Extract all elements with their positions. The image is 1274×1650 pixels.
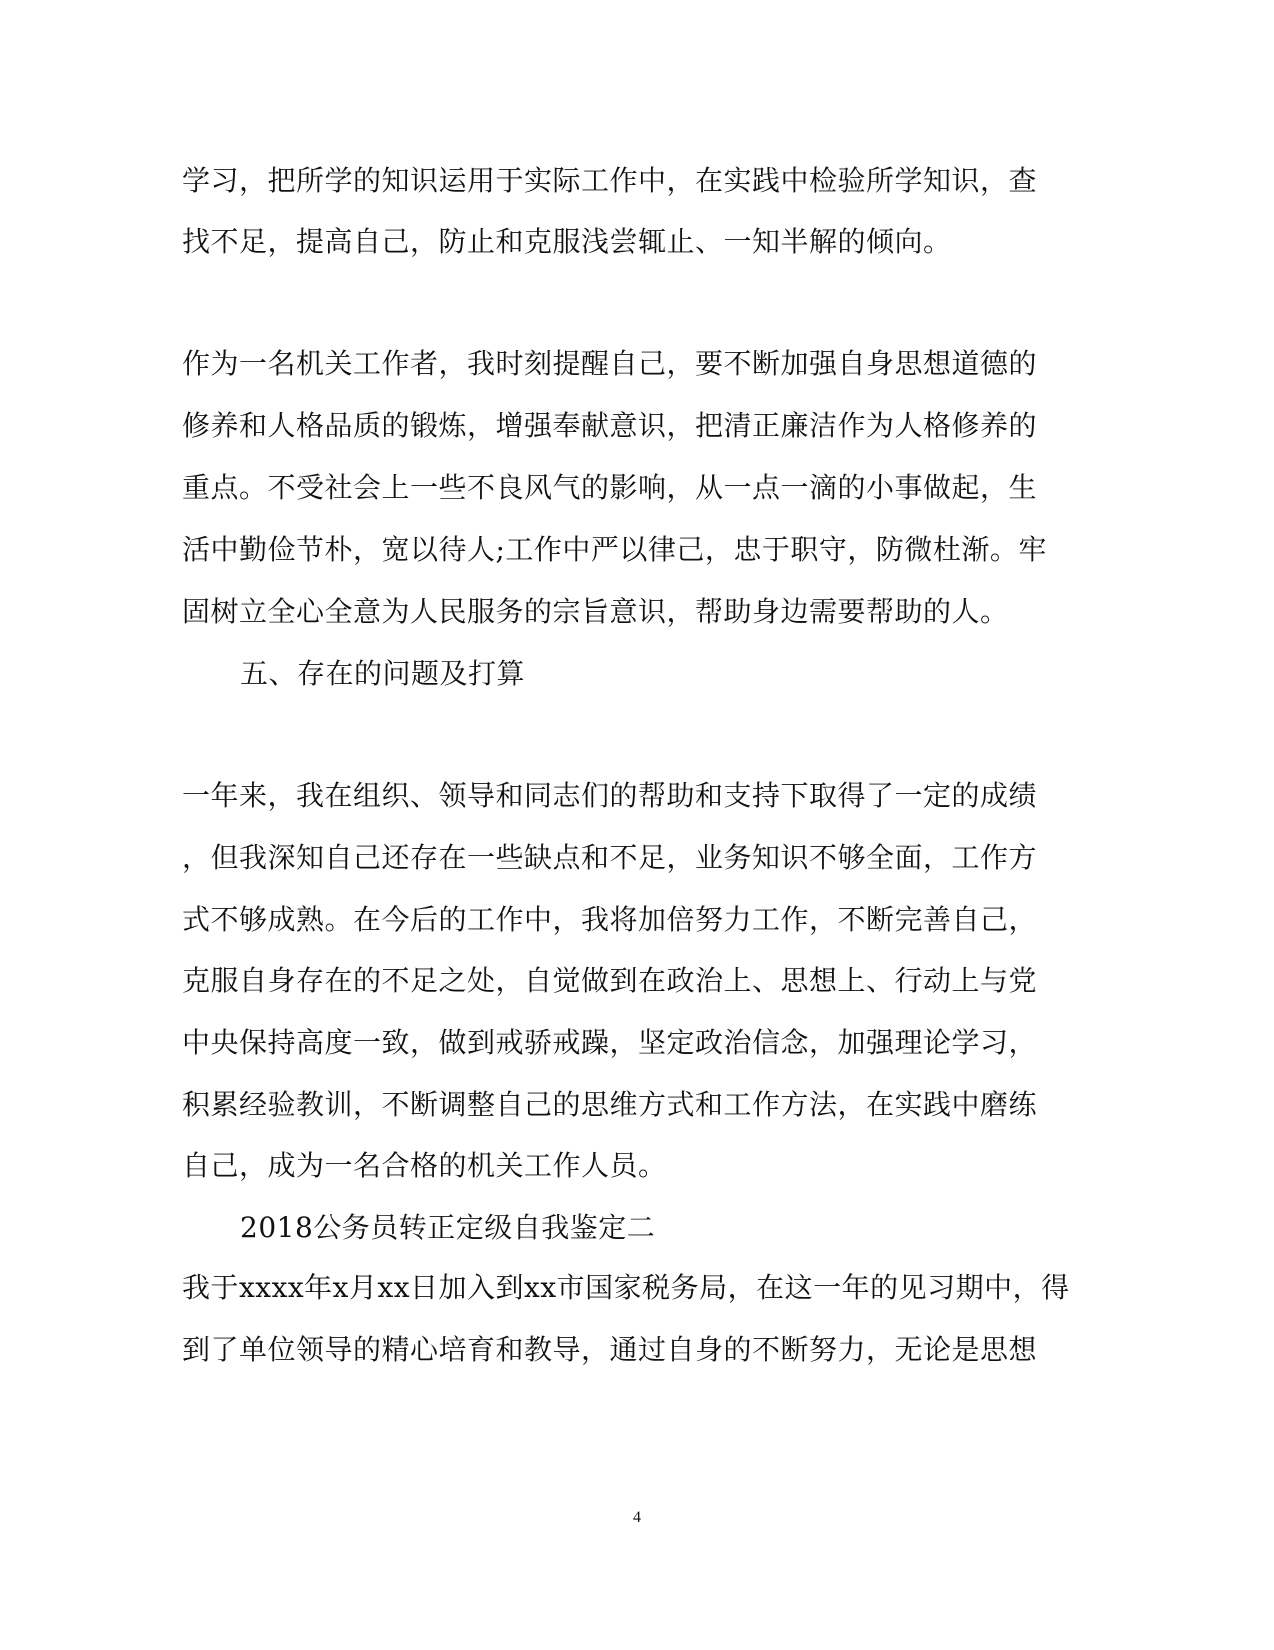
document-subtitle: 2018公务员转正定级自我鉴定二 bbox=[240, 1211, 656, 1244]
paragraph-line: 我于xxxx年x月xx日加入到xx市国家税务局，在这一年的见习期中，得 bbox=[182, 1271, 1070, 1304]
paragraph-line: 学习，把所学的知识运用于实际工作中，在实践中检验所学知识，查 bbox=[182, 164, 1038, 197]
paragraph-line: 到了单位领导的精心培育和教导，通过自身的不断努力，无论是思想 bbox=[182, 1333, 1038, 1366]
paragraph-line: 找不足，提高自己，防止和克服浅尝辄止、一知半解的倾向。 bbox=[182, 225, 952, 258]
paragraph-line: ，但我深知自己还存在一些缺点和不足，业务知识不够全面，工作方 bbox=[182, 841, 1038, 874]
paragraph-line: 活中勤俭节朴，宽以待人;工作中严以律己，忠于职守，防微杜渐。牢 bbox=[182, 533, 1047, 566]
paragraph-line: 作为一名机关工作者，我时刻提醒自己，要不断加强自身思想道德的 bbox=[182, 347, 1038, 380]
paragraph-line: 中央保持高度一致，做到戒骄戒躁，坚定政治信念，加强理论学习， bbox=[182, 1026, 1038, 1059]
paragraph-line: 重点。不受社会上一些不良风气的影响，从一点一滴的小事做起，生 bbox=[182, 471, 1038, 504]
paragraph-line: 克服自身存在的不足之处，自觉做到在政治上、思想上、行动上与党 bbox=[182, 964, 1038, 997]
paragraph-line: 修养和人格品质的锻炼，增强奉献意识，把清正廉洁作为人格修养的 bbox=[182, 409, 1038, 442]
paragraph-line: 一年来，我在组织、领导和同志们的帮助和支持下取得了一定的成绩 bbox=[182, 779, 1038, 812]
paragraph-line: 式不够成熟。在今后的工作中，我将加倍努力工作，不断完善自己， bbox=[182, 903, 1038, 936]
paragraph-line: 积累经验教训，不断调整自己的思维方式和工作方法，在实践中磨练 bbox=[182, 1088, 1038, 1121]
paragraph-line: 固树立全心全意为人民服务的宗旨意识，帮助身边需要帮助的人。 bbox=[182, 595, 1009, 628]
paragraph-line: 自己，成为一名合格的机关工作人员。 bbox=[182, 1149, 667, 1182]
section-heading: 五、存在的问题及打算 bbox=[240, 657, 526, 690]
page-number: 4 bbox=[633, 1509, 641, 1526]
